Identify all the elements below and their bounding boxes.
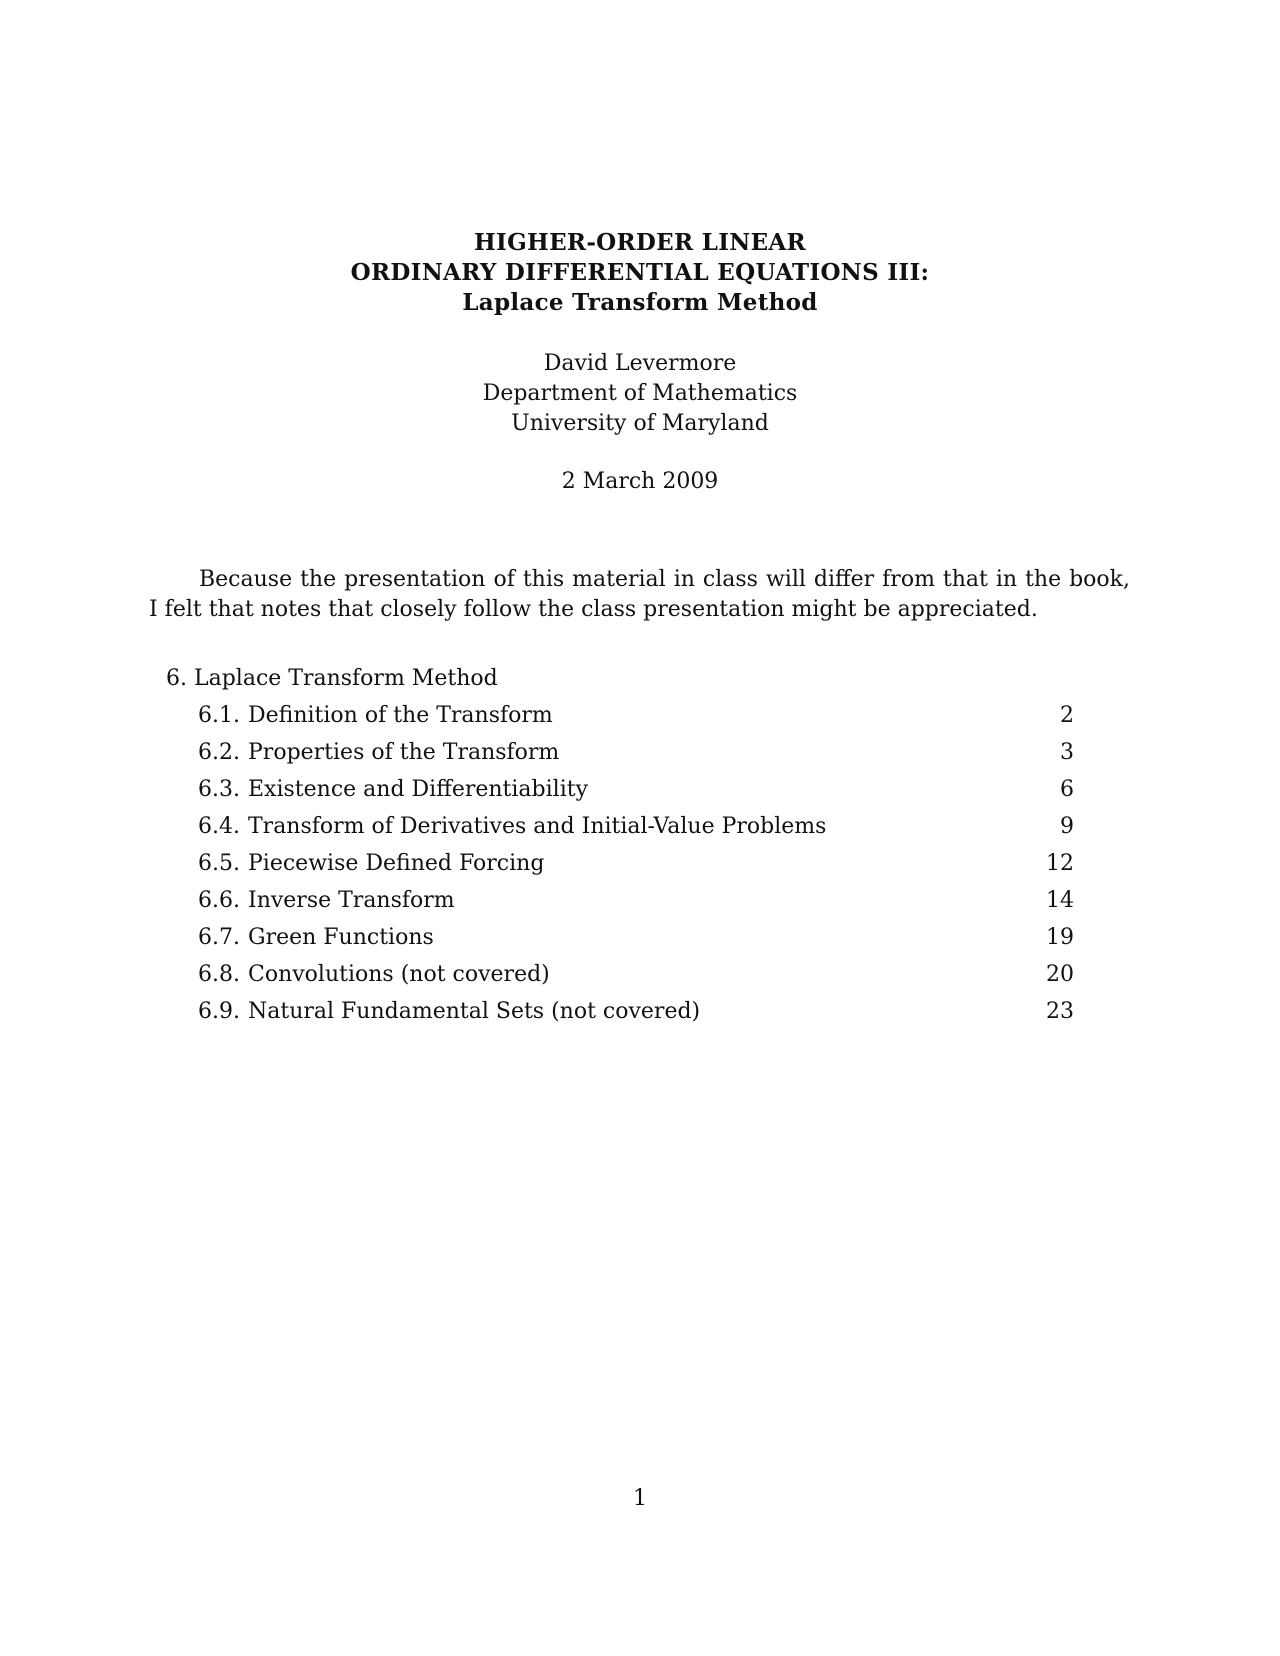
toc-section-heading: 6. Laplace Transform Method: [166, 666, 498, 691]
toc-entry-number: 6.3.: [198, 777, 240, 802]
toc-entry-title: Piecewise Defined Forcing: [248, 851, 545, 876]
toc-entry: [149, 845, 1074, 882]
document-date: 2 March 2009: [561, 469, 719, 494]
toc-entry-page: 3: [1060, 740, 1074, 765]
toc-entry-title: Existence and Differentiability: [248, 777, 589, 802]
toc-entry-number: 6.9.: [198, 999, 240, 1024]
author-block: [0, 349, 1280, 439]
toc-entry-title: Green Functions: [248, 925, 434, 950]
toc-entry: [149, 882, 1074, 919]
toc-entry-page: 23: [1046, 999, 1074, 1024]
toc-entry-page: 20: [1046, 962, 1074, 987]
toc-entry-title: Natural Fundamental Sets (not covered): [248, 999, 701, 1024]
toc-entry-number: 6.2.: [198, 740, 240, 765]
toc-entry-number: 6.5.: [198, 851, 240, 876]
author-department: Department of Mathematics: [482, 381, 798, 406]
toc-entry: [149, 734, 1074, 771]
toc-entry-title: Transform of Derivatives and Initial-Value Problems: [248, 814, 827, 839]
toc-entry-number: 6.6.: [198, 888, 240, 913]
toc-entry-title: Convolutions (not covered): [248, 962, 550, 987]
toc-entry-page: 14: [1046, 888, 1074, 913]
toc-entry-title: Inverse Transform: [248, 888, 455, 913]
toc-entry: [149, 771, 1074, 808]
author-name: David Levermore: [543, 351, 737, 376]
table-of-contents: [149, 660, 1074, 1030]
toc-entry: [149, 919, 1074, 956]
toc-entry-page: 9: [1060, 814, 1074, 839]
toc-entry-number: 6.4.: [198, 814, 240, 839]
toc-entry: [149, 956, 1074, 993]
author-university: University of Maryland: [511, 411, 769, 436]
toc-entry: [149, 697, 1074, 734]
toc-entry-number: 6.7.: [198, 925, 240, 950]
page-number: 1: [633, 1486, 647, 1511]
toc-entry-page: 6: [1060, 777, 1074, 802]
toc-entry-page: 19: [1046, 925, 1074, 950]
title-block: [0, 228, 1280, 318]
toc-entry-number: 6.1.: [198, 703, 240, 728]
abstract: [149, 565, 1130, 625]
toc-entry: [149, 993, 1074, 1030]
title-line-2: ORDINARY DIFFERENTIAL EQUATIONS III:: [350, 259, 930, 286]
toc-entry-page: 2: [1060, 703, 1074, 728]
toc-entry-number: 6.8.: [198, 962, 240, 987]
toc-entry-page: 12: [1046, 851, 1074, 876]
title-line-1: HIGHER-ORDER LINEAR: [474, 229, 806, 256]
toc-entry-title: Definition of the Transform: [248, 703, 553, 728]
abstract-text: Because the presentation of this material in class will differ from that in the book, I felt that notes that closely follow the class presentation might be appreciated.: [149, 567, 1130, 622]
toc-entry-title: Properties of the Transform: [248, 740, 560, 765]
title-line-3: Laplace Transform Method: [462, 289, 818, 316]
toc-entry: [149, 808, 1074, 845]
